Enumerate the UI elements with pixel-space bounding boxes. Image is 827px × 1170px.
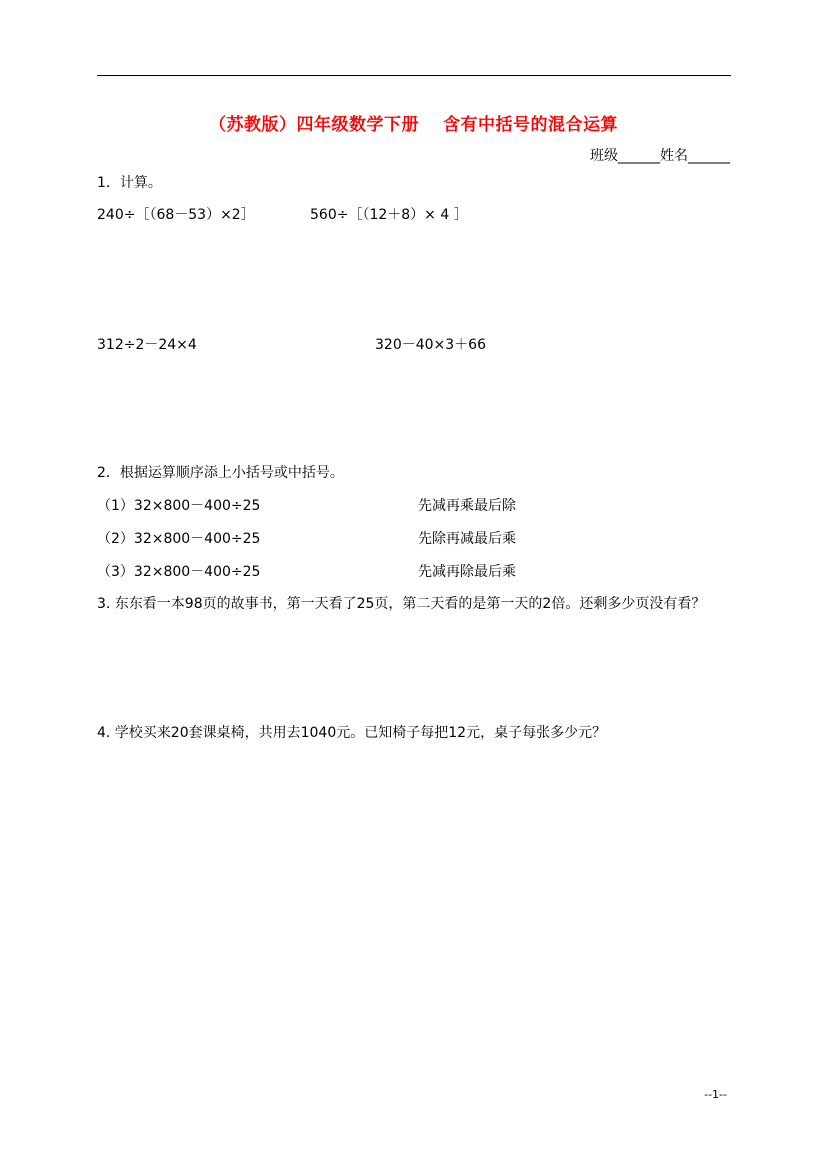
class-name-fields: 班级______姓名______: [590, 148, 730, 164]
q2-heading: 2．根据运算顺序添上小括号或中括号。: [97, 465, 344, 481]
q3-text: 3. 东东看一本98页的故事书，第一天看了25页，第二天看的是第一天的2倍。还剩多少页没有看？: [97, 596, 706, 612]
q2-item-1-expr: （1）32×800－400÷25: [97, 498, 261, 514]
title-part-1: （苏教版）四年级数学下册: [209, 115, 419, 135]
q2-item-2-expr: （2）32×800－400÷25: [97, 531, 261, 547]
q1-heading: 1．计算。: [97, 175, 162, 191]
title-part-2: 含有中括号的混合运算: [443, 115, 618, 135]
header-rule: [97, 75, 731, 76]
q2-item-1-order: 先减再乘最后除: [418, 498, 516, 514]
q4-text: 4. 学校买来20套课桌椅，共用去1040元。已知椅子每把12元，桌子每张多少元？: [97, 725, 607, 741]
q1-expr-2: 560÷［（12＋8）× 4 ］: [310, 207, 468, 223]
worksheet-title: [0, 110, 827, 135]
q2-item-3-expr: （3）32×800－400÷25: [97, 564, 261, 580]
q1-expr-1: 240÷［（68－53）×2］: [97, 207, 255, 223]
q1-expr-3: 312÷2－24×4: [97, 337, 197, 353]
q2-item-3-order: 先减再除最后乘: [418, 564, 516, 580]
q1-expr-4: 320－40×3＋66: [375, 337, 486, 353]
q2-item-2-order: 先除再减最后乘: [418, 531, 516, 547]
page-number: --1--: [704, 1088, 727, 1101]
